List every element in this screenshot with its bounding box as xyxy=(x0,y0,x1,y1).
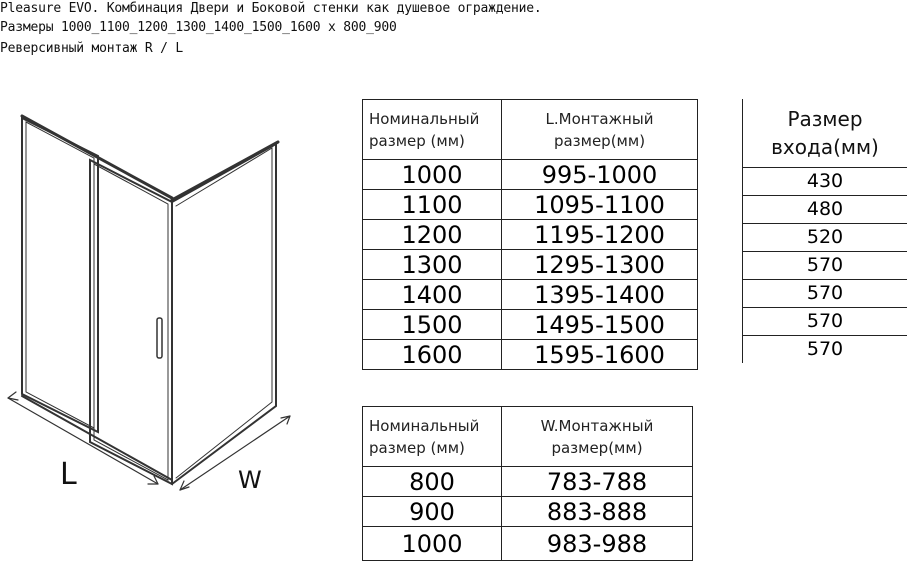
table-row xyxy=(743,167,907,195)
shower-enclosure-drawing xyxy=(0,80,300,500)
mount-cell: 1195-1200 xyxy=(502,220,698,250)
table-row xyxy=(363,160,698,190)
table-row xyxy=(743,195,907,223)
mount-cell: 1495-1500 xyxy=(502,310,698,340)
nominal-cell: 900 xyxy=(363,497,502,527)
nominal-cell: 1400 xyxy=(363,280,502,310)
table-header-row xyxy=(363,407,693,467)
table-row xyxy=(363,340,698,370)
header-line-3: Реверсивный монтаж R / L xyxy=(0,41,184,56)
mount-cell: 1595-1600 xyxy=(502,340,698,370)
label-l: L xyxy=(60,457,77,492)
table-row xyxy=(363,220,698,250)
table-row xyxy=(363,310,698,340)
width-size-table xyxy=(362,406,693,561)
table-row xyxy=(363,527,693,561)
w-dimension-line xyxy=(180,416,290,490)
mount-cell: 883-888 xyxy=(502,497,693,527)
table-row xyxy=(363,280,698,310)
nominal-cell: 1500 xyxy=(363,310,502,340)
fixed-panel-inner xyxy=(26,122,94,428)
nominal-cell: 1100 xyxy=(363,190,502,220)
header-line-1: Pleasure EVO. Комбинация Двери и Боковой стенки как душевое ограждение. xyxy=(0,1,542,16)
entry-cell: 480 xyxy=(743,195,907,223)
mount-cell: 983-988 xyxy=(502,527,693,561)
entry-cell: 430 xyxy=(743,167,907,195)
mounting-size-w-header: W.Монтажный размер(мм) xyxy=(502,407,693,467)
table-header-row xyxy=(363,100,698,160)
label-w: W xyxy=(238,466,262,494)
nominal-cell: 800 xyxy=(363,467,502,497)
side-panel-outline xyxy=(172,144,276,484)
mount-cell: 783-788 xyxy=(502,467,693,497)
l-dimension-line xyxy=(8,398,158,484)
entry-cell: 520 xyxy=(743,223,907,251)
table-row xyxy=(743,223,907,251)
nominal-size-header: Номинальный размер (мм) xyxy=(363,100,502,160)
entry-header-row xyxy=(743,99,907,167)
header-line-2: Размеры 1000_1100_1200_1300_1400_1500_1600 х 800_900 xyxy=(0,20,397,35)
entry-cell: 570 xyxy=(743,335,907,363)
table-row xyxy=(363,467,693,497)
table-row xyxy=(743,335,907,363)
table-row xyxy=(363,250,698,280)
side-top-rail xyxy=(172,142,278,200)
nominal-cell: 1600 xyxy=(363,340,502,370)
side-panel-inner xyxy=(176,148,272,478)
entry-cell: 570 xyxy=(743,307,907,335)
table-row xyxy=(743,279,907,307)
mount-cell: 1295-1300 xyxy=(502,250,698,280)
table-row xyxy=(743,307,907,335)
nominal-cell: 1000 xyxy=(363,527,502,561)
nominal-cell: 1000 xyxy=(363,160,502,190)
table-row xyxy=(743,251,907,279)
door-handle xyxy=(157,318,162,358)
fixed-panel-outline xyxy=(22,118,98,432)
sliding-door-outline xyxy=(90,160,172,484)
entry-cell: 570 xyxy=(743,279,907,307)
nominal-cell: 1200 xyxy=(363,220,502,250)
entry-size-table xyxy=(742,99,907,363)
entry-cell: 570 xyxy=(743,251,907,279)
nominal-cell: 1300 xyxy=(363,250,502,280)
length-size-table xyxy=(362,99,698,370)
nominal-size-header: Номинальный размер (мм) xyxy=(363,407,502,467)
entry-size-header: Размер входа(мм) xyxy=(743,99,907,167)
mount-cell: 1095-1100 xyxy=(502,190,698,220)
table-row xyxy=(363,190,698,220)
mount-cell: 1395-1400 xyxy=(502,280,698,310)
mount-cell: 995-1000 xyxy=(502,160,698,190)
table-row xyxy=(363,497,693,527)
l-arrow-start xyxy=(8,392,18,400)
mounting-size-l-header: L.Монтажный размер(мм) xyxy=(502,100,698,160)
